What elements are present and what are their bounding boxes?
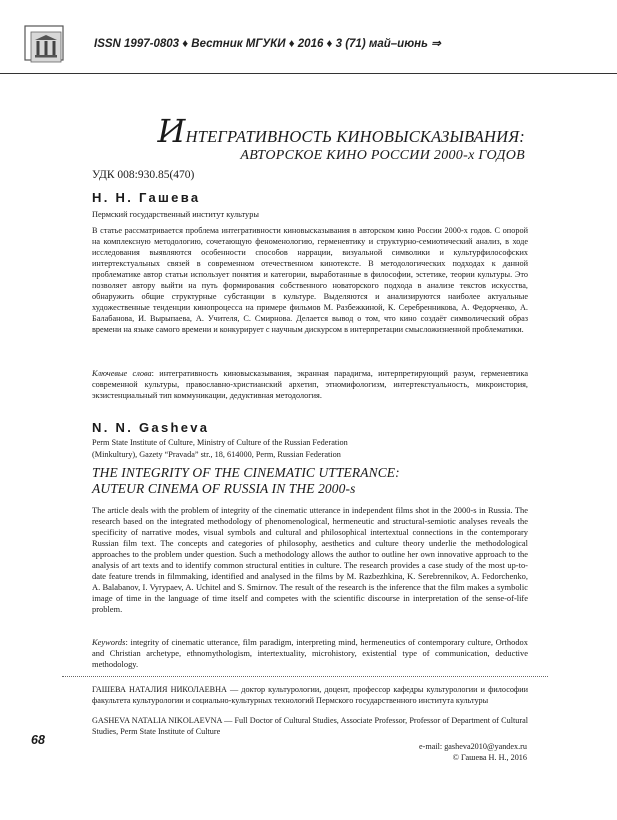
udk-code: УДК 008:930.85(470) (92, 169, 195, 181)
header-divider (0, 73, 617, 74)
keywords-en-text: : integrity of cinematic utterance, film paradigm, interpreting mind, hermeneutics of contemporary culture, Orthodox and Christian archetype, ethnomythologism, intertextuality, microhistory, existential type of communication, deductive methodology. (92, 637, 528, 669)
title-en-line-1: THE INTEGRITY OF THE CINEMATIC UTTERANCE: (92, 465, 400, 480)
affiliation-en-line-1: Perm State Institute of Culture, Ministry of Culture of the Russian Federation (92, 438, 348, 447)
keywords-ru-text: : интегративность киновысказывания, экранная парадигма, интерпретирующий разум, герменевтика современной культуры, православно-христианский архетип, этномифологизм, интертекстуальность, микроистория, экзистенциальный тип коммуникации, дедуктивная методология. (92, 369, 528, 400)
page-number: 68 (31, 733, 45, 747)
author-email: e-mail: gasheva2010@yandex.ru (418, 742, 527, 751)
keywords-en-label: Keywords (92, 637, 126, 647)
abstract-ru: В статье рассматривается проблема интегративности киновысказывания в авторском кино России 2000-х годов. С опорой на комплексную методологию, сочетающую феноменологию, герменевтику и структурно-семиотический анализ, в ходе исследования выявляются особенности способов наррации, визуальной символики и культурфилософских интертекстуальных связей в современном отечественном кинотексте. В методологических подходах к данной проблематике автор статьи использует понятия и категории, выработанные в философии, эстетике, теории культуры. Это позволяет автору выйти на путь формирования собственного новаторского подхода в анализе текстов искусства, обнаружить общие структурные субстанции в культуре. Выделяются и анализируются наиболее актуальные художественные тенденции кинопроцесса на примере фильмов М. Разбежкиной, К. Серебренникова, А. Федорченко, А. Балабанова, И. Вырыпаева, А. Учителя, С. Смирнова. Делается вывод о том, что кино создаёт символический образ времени на языке самого времени и конкурирует с научным дискурсом в интерпретации смысложизненной проблематики. (92, 226, 528, 334)
author-bio-ru: ГАШЕВА НАТАЛИЯ НИКОЛАЕВНА — доктор культурологии, доцент, профессор кафедры культурологии и философии факультета культурологии и социально-культурных технологий Пермского государственного института культуры (92, 685, 528, 705)
copyright: © Гашева Н. Н., 2016 (452, 752, 527, 762)
title-line-2: АВТОРСКОЕ КИНО РОССИИ 2000-х ГОДОВ (240, 148, 525, 163)
author-bio-en: GASHEVA NATALIA NIKOLAEVNA — Full Doctor of Cultural Studies, Associate Professor, Professor of Department of Cultural Studies, Perm State Institute of Culture (92, 716, 528, 736)
footer-divider (62, 676, 548, 677)
keywords-en (92, 637, 528, 670)
keywords-ru (92, 368, 528, 401)
abstract-en: The article deals with the problem of integrity of the cinematic utterance in independent films shot in the 2000-s in Russia. The research based on the integrated methodology of phenomenological, hermeneutic and structural-semiotic analyses reveals the specificity of narrative modes, visual symbols and cultural and philosophical intertextual connections in the contemporary Russian film text. The concepts and categories of philosophy, aesthetics and culture theory underlie the methodological approaches to the problem under question. Such a methodology allows the author to outline her own innovative approach to the analysis of art texts and to identify common structural entities in culture. The research provides a case study of the most up-to-date feature trends in filmmaking, identified and analysed in the films by M. Razbezhkina, K. Serebrennikov, A. Fedorchenko, A. Balabanov, I. Vyrypaev, A. Uchitel and S. Smirnov. The result of the research is the inference that the film makes a symbolic image of time in the language of time itself and competes with the scientific discourse in interpretation of the sense-of-life problem. (92, 505, 528, 614)
affiliation-ru: Пермский государственный институт культуры (92, 210, 259, 219)
journal-header: ISSN 1997-0803 ♦ Вестник МГУКИ ♦ 2016 ♦ 3 (71) май–июнь ⇒ (94, 38, 441, 50)
affiliation-en-line-2: (Minkultury), Gazety “Pravada” str., 18, 614000, Perm, Russian Federation (92, 449, 341, 459)
title-initial: И (157, 112, 186, 150)
article-title-ru (25, 112, 525, 164)
title-en-line-2: AUTEUR CINEMA OF RUSSIA IN THE 2000-s (92, 481, 356, 496)
article-title-en (92, 465, 400, 497)
keywords-ru-label: Ключевые слова (92, 369, 152, 378)
author-name-ru: Н. Н. Гашева (92, 190, 201, 205)
contact-block (419, 742, 527, 763)
affiliation-en (92, 437, 512, 460)
title-line-1: НТЕГРАТИВНОСТЬ КИНОВЫСКАЗЫВАНИЯ: (185, 127, 525, 146)
author-name-en: N. N. Gasheva (92, 420, 210, 435)
journal-logo-icon (24, 25, 68, 65)
